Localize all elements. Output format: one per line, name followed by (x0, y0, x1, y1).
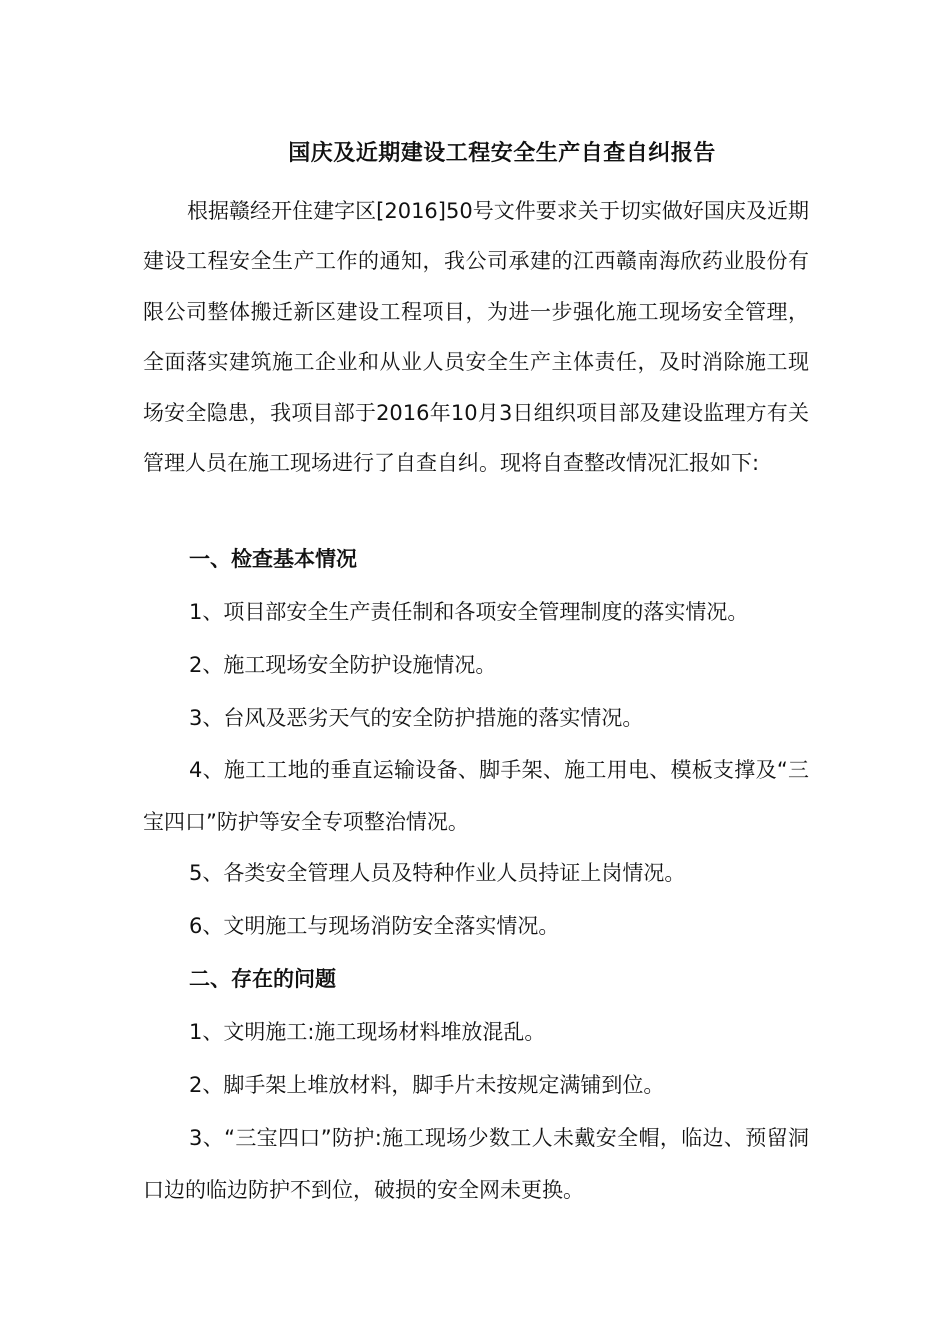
section2-item-2: 2、脚手架上堆放材料，脚手片未按规定满铺到位。 (189, 1073, 665, 1097)
section1-item-4: 4、施工工地的垂直运输设备、脚手架、施工用电、模板支撑及“三宝四口”防护等安全专项整治情况。 (143, 758, 809, 834)
section1-item-3: 3、台风及恶劣天气的安全防护措施的落实情况。 (189, 706, 644, 730)
section2-heading: 二、存在的问题 (189, 967, 336, 991)
intro-paragraph: 根据赣经开住建字区[2016]50号文件要求关于切实做好国庆及近期建设工程安全生产工作的通知，我公司承建的江西赣南海欣药业股份有限公司整体搬迁新区建设工程项目，为进一步强化施工现场安全管理，全面落实建筑施工企业和从业人员安全生产主体责任，及时消除施工现场安全隐患，我项目部于2016年10月3日组织项目部及建设监理方有关管理人员在施工现场进行了自查自纠。现将自查整改情况汇报如下: (143, 199, 809, 476)
section1-item-1: 1、项目部安全生产责任制和各项安全管理制度的落实情况。 (189, 600, 749, 624)
section1-item-5: 5、各类安全管理人员及特种作业人员持证上岗情况。 (189, 861, 686, 885)
section2-item-1: 1、文明施工:施工现场材料堆放混乱。 (189, 1020, 546, 1044)
section1-item-2: 2、施工现场安全防护设施情况。 (189, 653, 497, 677)
document-title: 国庆及近期建设工程安全生产自查自纠报告 (288, 141, 716, 166)
section2-item-3: 3、“三宝四口”防护:施工现场少数工人未戴安全帽，临边、预留洞口边的临边防护不到位，破损的安全网未更换。 (143, 1126, 809, 1202)
section1-item-6: 6、文明施工与现场消防安全落实情况。 (189, 914, 560, 938)
section1-heading: 一、检查基本情况 (189, 547, 357, 571)
